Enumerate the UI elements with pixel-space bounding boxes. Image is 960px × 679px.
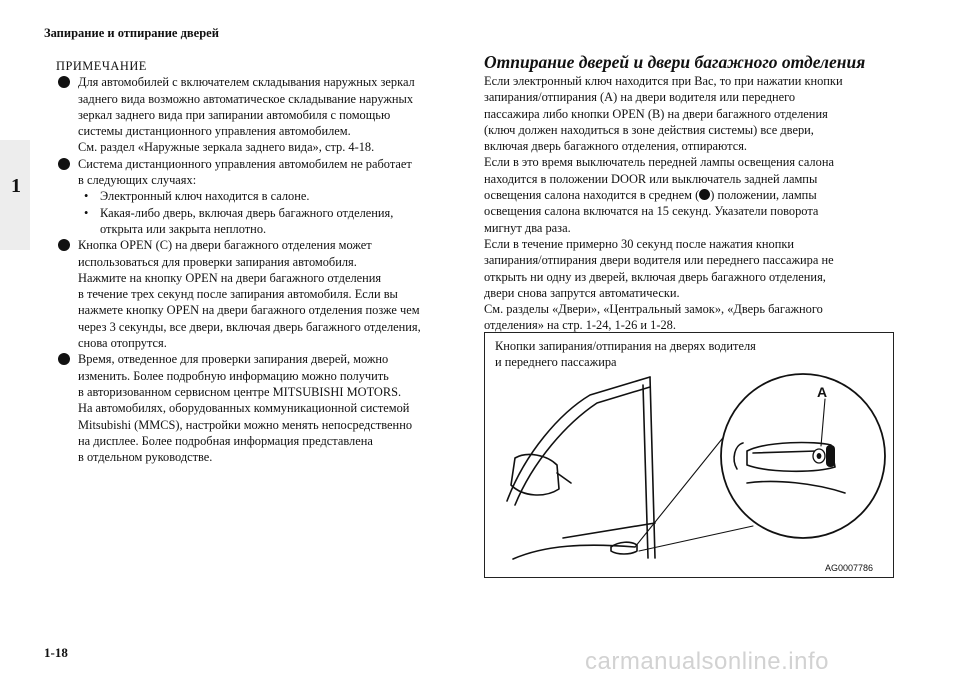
note-line: в отдельном руководстве. — [78, 450, 213, 465]
para-line: включая дверь багажного отделения, отпираются. — [484, 139, 748, 154]
sub-bullet: • — [84, 189, 89, 204]
para-line: Если электронный ключ находится при Вас, то при нажатии кнопки — [484, 74, 843, 88]
para-line: освещения салона включатся на 15 секунд. Указатели поворота — [484, 204, 819, 219]
para-line: пассажира либо кнопки OPEN (B) на двери багажного отделения — [484, 106, 828, 121]
note-line: нажмете кнопку OPEN на двери багажного отделения позже чем — [78, 303, 420, 318]
note-line: изменить. Более подробную информацию можно получить — [78, 368, 389, 383]
section-title: Отпирание дверей и двери багажного отделения — [484, 52, 866, 72]
para-line: мигнут два раза. — [484, 220, 571, 235]
page-header-title: Запирание и отпирание дверей — [44, 26, 219, 40]
note-line: Нажмите на кнопку OPEN на двери багажного отделения — [78, 270, 382, 285]
note-title: ПРИМЕЧАНИЕ — [56, 59, 147, 73]
para-line — [484, 187, 884, 203]
note-line: в следующих случаях: — [78, 173, 197, 188]
para-line: (ключ должен находиться в зоне действия системы) все двери, — [484, 122, 814, 137]
bullet-icon — [58, 353, 70, 365]
para-line: открыть ни одну из дверей, включая дверь багажного отделения, — [484, 269, 826, 284]
para-line: Если в это время выключатель передней лампы освещения салона — [484, 155, 834, 170]
note-line: На автомобилях, оборудованных коммуникационной системой — [78, 401, 410, 416]
note-line: открыта или закрыта неплотно. — [100, 221, 267, 236]
note-line: использоваться для проверки запирания автомобиля. — [78, 254, 357, 269]
figure-caption — [495, 338, 815, 370]
page-number: 1-18 — [44, 645, 68, 660]
note-line: на дисплее. Более подробная информация представлена — [78, 433, 373, 448]
para-line: См. разделы «Двери», «Центральный замок», «Дверь багажного — [484, 302, 823, 317]
sub-list-item — [78, 188, 455, 204]
caption-line: Кнопки запирания/отпирания на дверях водителя — [495, 339, 756, 353]
para-line: запирания/отпирания (A) на двери водителя или переднего — [484, 90, 796, 105]
bullet-icon — [58, 158, 70, 170]
note-line: Время, отведенное для проверки запирания дверей, можно — [78, 352, 389, 367]
bullet-icon — [58, 76, 70, 88]
para-line: запирания/отпирания двери водителя или переднего пассажира не — [484, 253, 834, 268]
watermark-text: carmanualsonline.info — [585, 648, 829, 675]
chapter-tab — [0, 140, 30, 250]
callout-label-a: A — [817, 384, 828, 400]
note-line: снова отопрутся. — [78, 336, 167, 351]
handle-end-cap — [826, 445, 835, 467]
caption-line: и переднего пассажира — [495, 355, 617, 369]
chapter-number: 1 — [11, 175, 21, 197]
note-item — [60, 156, 455, 237]
note-line: заднего вида возможно автоматическое складывание наружных — [78, 91, 414, 106]
door-handle-figure — [484, 332, 894, 578]
magnified-circle — [721, 374, 885, 538]
note-line: Система дистанционного управления автомобилем не работает — [78, 156, 412, 171]
para-line: двери снова запрутся автоматически. — [484, 285, 680, 300]
para-fragment: ) положении, лампы — [710, 188, 817, 203]
para-line: Если в течение примерно 30 секунд после нажатия кнопки — [484, 236, 795, 251]
bullet-icon — [58, 239, 70, 251]
note-item — [60, 237, 455, 351]
section-block — [484, 52, 884, 334]
middle-position-icon — [699, 189, 710, 200]
note-line: в авторизованном сервисном центре MITSUBISHI MOTORS. — [78, 384, 402, 399]
note-line: через 3 секунды, все двери, включая дверь багажного отделения, — [78, 319, 421, 334]
para-line: находится в положении DOOR или выключатель задней лампы — [484, 171, 818, 186]
note-line: системы дистанционного управления автомобилем. — [78, 124, 351, 139]
note-line: Для автомобилей с включателем складывания наружных зеркал — [78, 75, 415, 90]
figure-code: AG0007786 — [825, 563, 874, 573]
sub-list-item — [78, 205, 455, 238]
sub-bullet: • — [84, 205, 89, 220]
note-line: в течение трех секунд после запирания автомобиля. Если вы — [78, 287, 398, 302]
note-line: Кнопка OPEN (C) на двери багажного отделения может — [78, 238, 372, 253]
note-line: См. раздел «Наружные зеркала заднего вида», стр. 4-18. — [78, 140, 375, 155]
para-line: отделения» на стр. 1-24, 1-26 и 1-28. — [484, 318, 676, 333]
note-line: зеркал заднего вида при запирании автомобиля с помощью — [78, 107, 391, 122]
note-line: Mitsubishi (MMCS), настройки можно менять непосредственно — [78, 417, 413, 432]
note-line: Электронный ключ находится в салоне. — [100, 189, 310, 204]
note-item — [60, 74, 455, 155]
para-fragment: освещения салона находится в среднем ( — [484, 188, 700, 203]
note-line: Какая-либо дверь, включая дверь багажного отделения, — [100, 205, 394, 220]
note-item — [60, 351, 455, 465]
note-block — [56, 58, 455, 465]
